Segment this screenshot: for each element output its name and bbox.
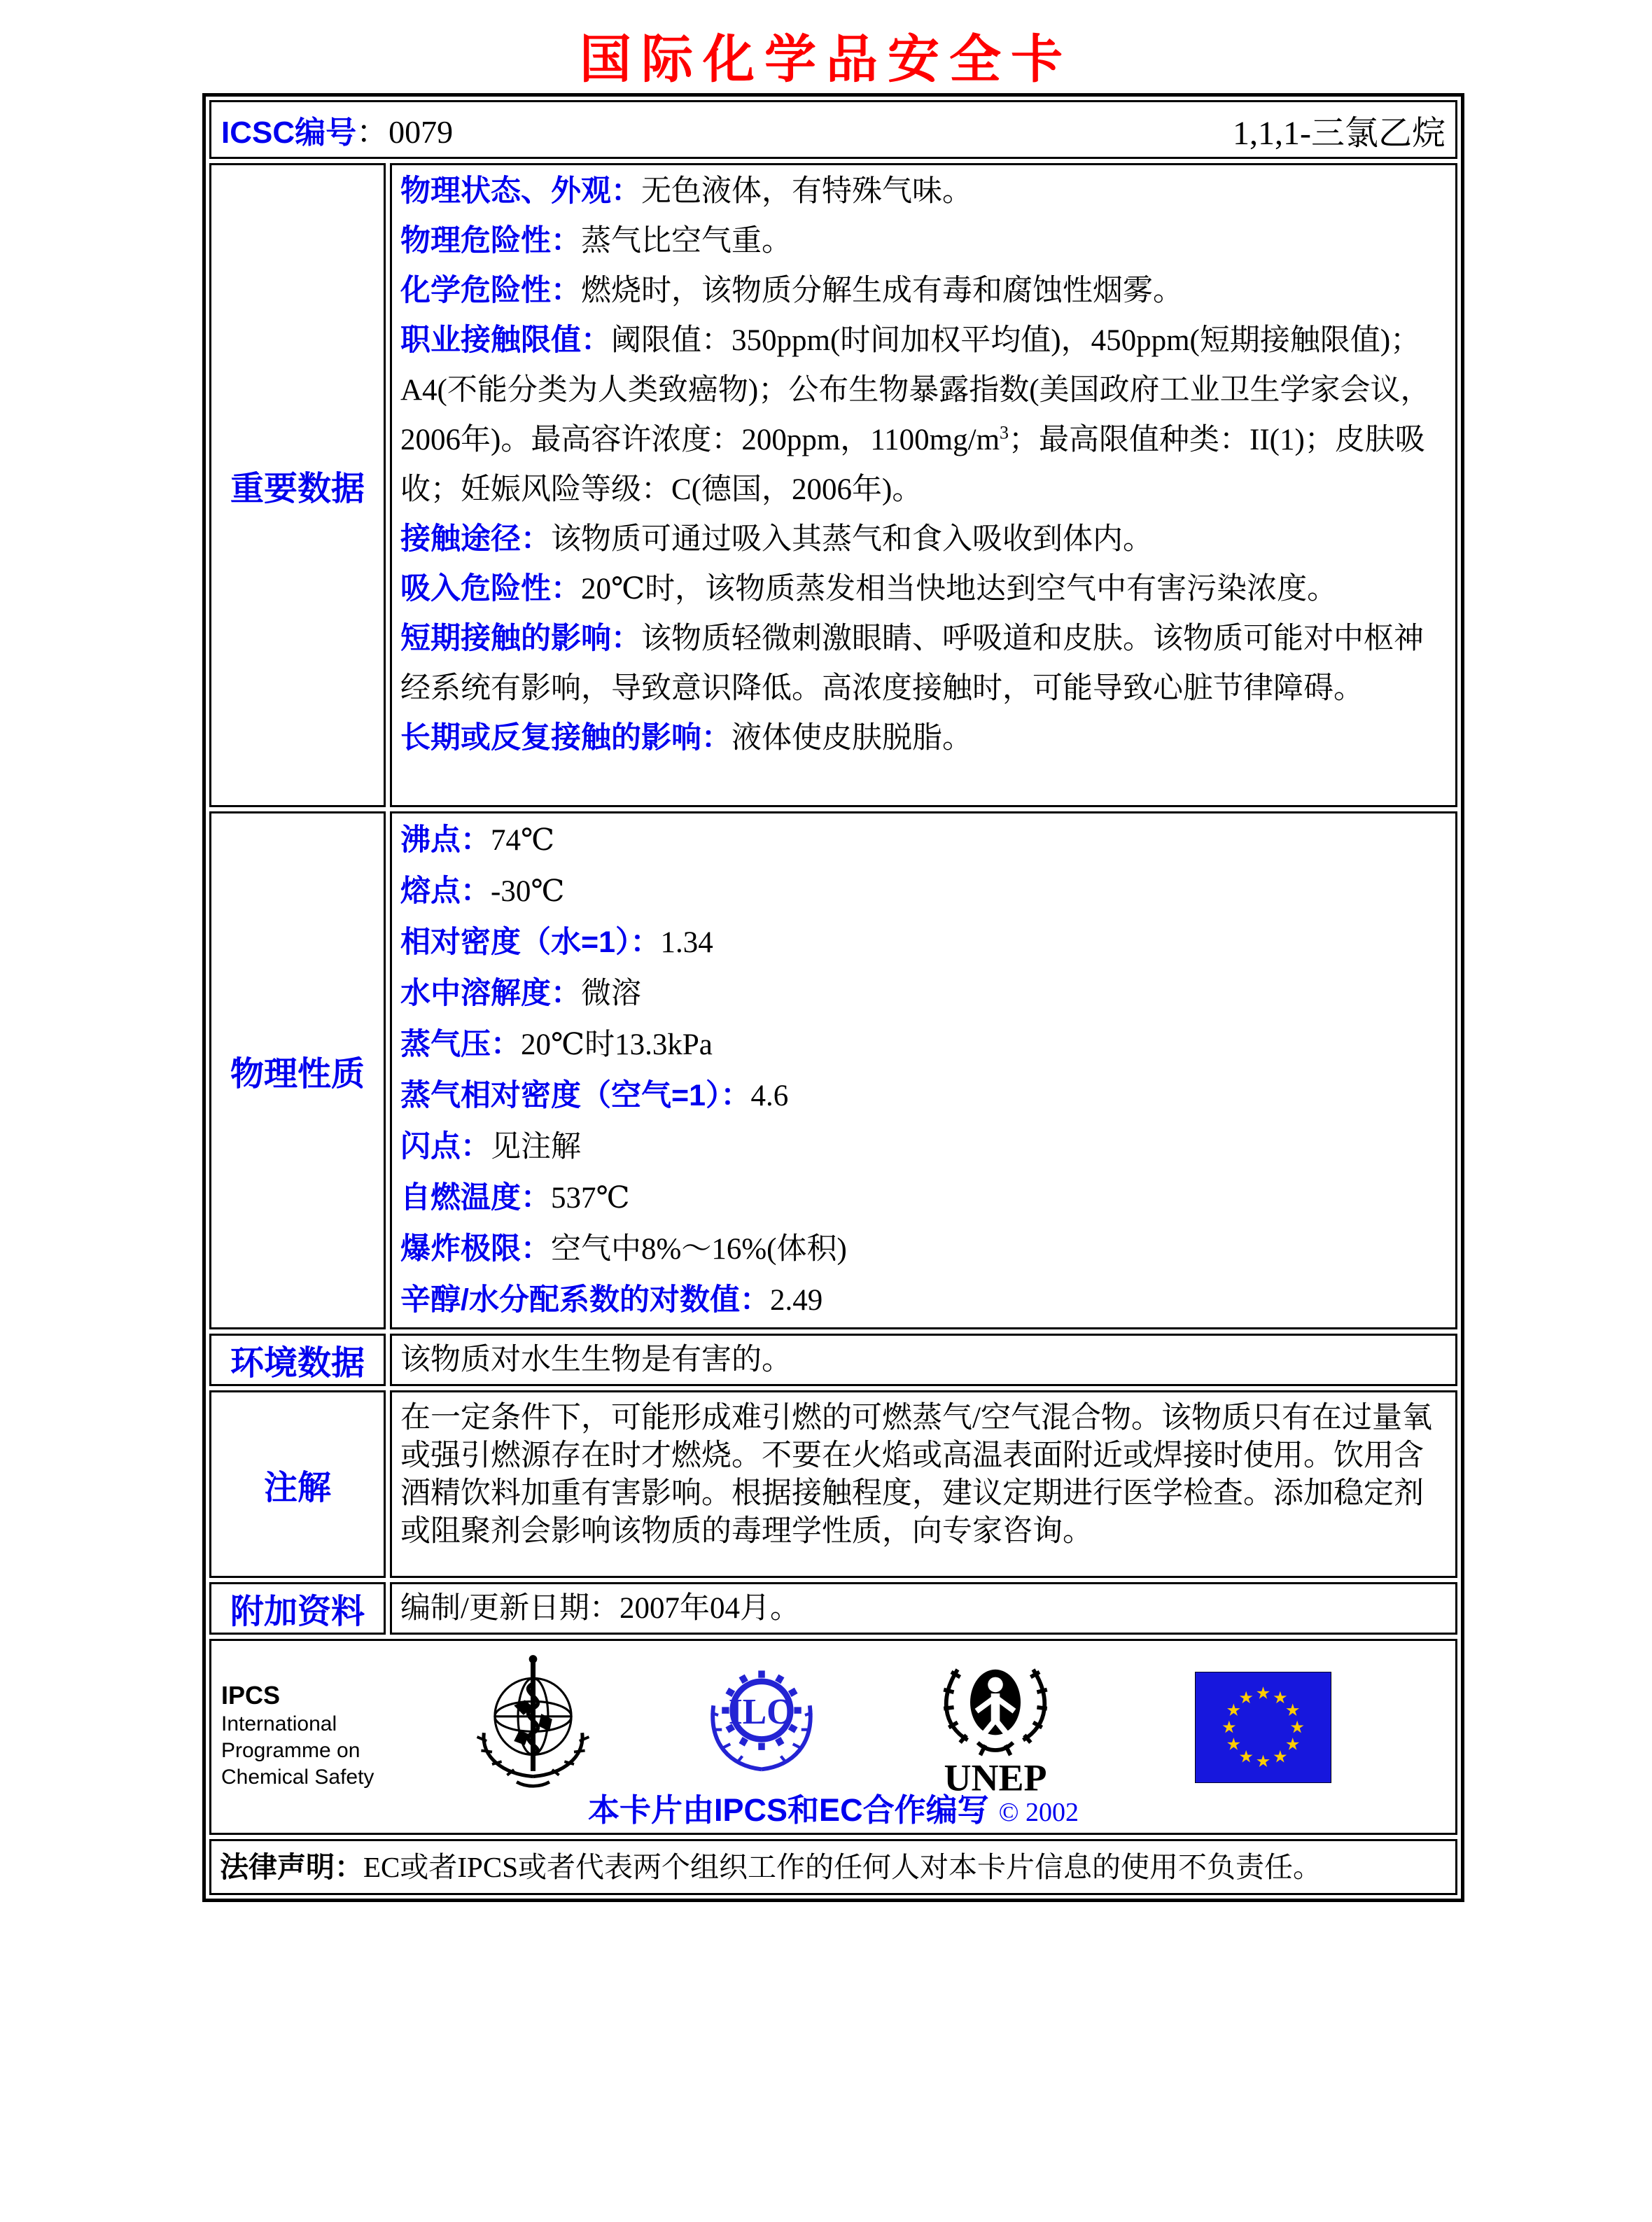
physical-properties-row bbox=[209, 811, 1457, 1329]
field-value: 阈限值：350ppm(时间加权平均值)，450ppm(短期接触限值)；A4(不能分类为人类致癌物)；公布生物暴露指数(美国政府工业卫生学家会议，2006年)。最高容许浓度：200ppm，1100mg/m bbox=[400, 324, 1431, 456]
property-line bbox=[400, 1275, 1447, 1326]
field-label: 闪点： bbox=[400, 1130, 491, 1164]
property-line bbox=[400, 866, 1447, 917]
update-date-label: 编制/更新日期： bbox=[400, 1591, 620, 1625]
physical-properties-content bbox=[390, 811, 1457, 1329]
notes-row bbox=[209, 1390, 1457, 1578]
field-label: 熔点： bbox=[400, 874, 491, 908]
field-value: ；最高限值种类：II(1)；皮肤吸收；妊娠风险等级：C(德国，2006年)。 bbox=[400, 424, 1425, 506]
field-label: 长期或反复接触的影响： bbox=[400, 721, 732, 755]
row-label-notes: 注解 bbox=[209, 1390, 386, 1578]
field-label: 自燃温度： bbox=[400, 1181, 551, 1215]
field-label: 辛醇/水分配系数的对数值： bbox=[400, 1283, 770, 1317]
icsc-number-value: ：0079 bbox=[356, 114, 454, 150]
notes-content bbox=[390, 1390, 1457, 1578]
field-value: 2.49 bbox=[769, 1284, 823, 1317]
row-label-important-data: 重要数据 bbox=[209, 163, 386, 807]
property-line bbox=[400, 1070, 1447, 1122]
field-label: 蒸气压： bbox=[400, 1028, 521, 1061]
property-line bbox=[400, 1173, 1447, 1224]
ipcs-text-block bbox=[221, 1680, 374, 1791]
field-value: 燃烧时，该物质分解生成有毒和腐蚀性烟雾。 bbox=[581, 274, 1183, 307]
additional-info-row bbox=[209, 1582, 1457, 1635]
who-logo bbox=[465, 1651, 601, 1801]
chemical-name: 1,1,1-三氯乙烷 bbox=[1233, 114, 1446, 152]
important-data-content bbox=[390, 163, 1457, 807]
field-value: 蒸气比空气重。 bbox=[581, 225, 792, 258]
property-line bbox=[400, 1122, 1447, 1173]
legal-cell bbox=[209, 1839, 1457, 1895]
environmental-data-content: 该物质对水生生物是有害的。 bbox=[390, 1334, 1457, 1386]
property-line bbox=[400, 1224, 1447, 1275]
page-title: 国际化学品安全卡 bbox=[580, 32, 1072, 89]
important-data-item bbox=[400, 316, 1447, 515]
field-label: 物理危险性： bbox=[400, 224, 581, 258]
field-label: 爆炸极限： bbox=[400, 1232, 551, 1266]
unep-logo-text: UNEP bbox=[944, 1756, 1047, 1799]
field-label: 接触途径： bbox=[400, 522, 551, 556]
ipcs-line: International bbox=[221, 1712, 337, 1735]
credit-text: 本卡片由IPCS和EC合作编写 bbox=[588, 1792, 989, 1828]
field-value: 微溶 bbox=[581, 977, 641, 1010]
important-data-item bbox=[400, 216, 1447, 266]
field-label: 沸点： bbox=[400, 823, 491, 857]
ilo-logo-text: ILO bbox=[728, 1692, 795, 1733]
eu-flag bbox=[1195, 1672, 1331, 1783]
legal-text: EC或者IPCS或者代表两个组织工作的任何人对本卡片信息的使用不负责任。 bbox=[363, 1851, 1322, 1883]
ipcs-line: Programme on bbox=[221, 1739, 360, 1762]
important-data-item bbox=[400, 614, 1447, 713]
field-value: 液体使皮肤脱脂。 bbox=[732, 722, 972, 755]
field-value: 20℃时，该物质蒸发相当快地达到空气中有害污染浓度。 bbox=[581, 573, 1338, 606]
credit-line bbox=[211, 1784, 1455, 1830]
important-data-item bbox=[400, 713, 1447, 763]
field-value: 该物质轻微刺激眼睛、呼吸道和皮肤。该物质可能对中枢神经系统有影响，导致意识降低。高浓度接触时，可能导致心脏节律障碍。 bbox=[400, 622, 1424, 705]
field-value: 1.34 bbox=[660, 926, 713, 959]
field-value: 空气中8%～16%(体积) bbox=[551, 1233, 847, 1266]
field-label: 相对密度（水=1）： bbox=[400, 925, 661, 959]
ilo-logo bbox=[701, 1655, 822, 1775]
additional-info-content bbox=[390, 1582, 1457, 1635]
field-label: 蒸气相对密度（空气=1）： bbox=[400, 1079, 751, 1112]
logos-cell bbox=[209, 1639, 1457, 1835]
unep-logo bbox=[932, 1649, 1058, 1801]
field-label: 物理状态、外观： bbox=[400, 174, 641, 208]
credit-copyright: © 2002 bbox=[998, 1798, 1079, 1827]
field-value: 4.6 bbox=[750, 1079, 789, 1112]
header-row bbox=[209, 100, 1457, 159]
property-line bbox=[400, 815, 1447, 866]
legal-row bbox=[209, 1839, 1457, 1895]
icsc-card-table bbox=[202, 93, 1464, 1902]
field-value: 20℃时13.3kPa bbox=[521, 1028, 713, 1061]
ipcs-acronym: IPCS bbox=[221, 1681, 281, 1710]
field-value: -30℃ bbox=[491, 875, 565, 908]
logos-row bbox=[209, 1639, 1457, 1835]
property-line bbox=[400, 1019, 1447, 1070]
environmental-data-row bbox=[209, 1334, 1457, 1386]
field-value: 74℃ bbox=[491, 824, 555, 857]
icsc-number bbox=[221, 106, 453, 153]
legal-label: 法律声明： bbox=[220, 1851, 363, 1883]
field-label: 短期接触的影响： bbox=[400, 622, 641, 655]
property-line bbox=[400, 917, 1447, 968]
important-data-item bbox=[400, 167, 1447, 216]
field-value: 无色液体，有特殊气味。 bbox=[641, 175, 972, 208]
field-label: 水中溶解度： bbox=[400, 977, 581, 1010]
header-cell bbox=[209, 100, 1457, 159]
field-value: 见注解 bbox=[491, 1131, 581, 1164]
field-label: 化学危险性： bbox=[400, 274, 581, 307]
row-label-environmental-data: 环境数据 bbox=[209, 1334, 386, 1386]
notes-text: 在一定条件下，可能形成难引燃的可燃蒸气/空气混合物。该物质只有在过量氧或强引燃源存在时才燃烧。不要在火焰或高温表面附近或焊接时使用。饮用含酒精饮料加重有害影响。根据接触程度，建议定期进行医学检查。添加稳定剂或阻聚剂会影响该物质的毒理学性质，向专家咨询。 bbox=[400, 1402, 1432, 1548]
icsc-number-label: ICSC编号 bbox=[221, 116, 357, 150]
update-date-value: 2007年04月。 bbox=[619, 1591, 800, 1625]
superscript: 3 bbox=[1000, 422, 1009, 443]
row-label-physical-properties: 物理性质 bbox=[209, 811, 386, 1329]
field-value: 该物质可通过吸入其蒸气和食入吸收到体内。 bbox=[551, 523, 1153, 556]
important-data-item bbox=[400, 515, 1447, 564]
field-value: 537℃ bbox=[551, 1182, 630, 1215]
ipcs-line: Chemical Safety bbox=[221, 1766, 374, 1789]
important-data-row bbox=[209, 163, 1457, 807]
important-data-item bbox=[400, 266, 1447, 316]
row-label-additional-info: 附加资料 bbox=[209, 1582, 386, 1635]
field-label: 吸入危险性： bbox=[400, 572, 581, 606]
field-label: 职业接触限值： bbox=[400, 323, 611, 357]
property-line bbox=[400, 968, 1447, 1019]
important-data-item bbox=[400, 564, 1447, 614]
